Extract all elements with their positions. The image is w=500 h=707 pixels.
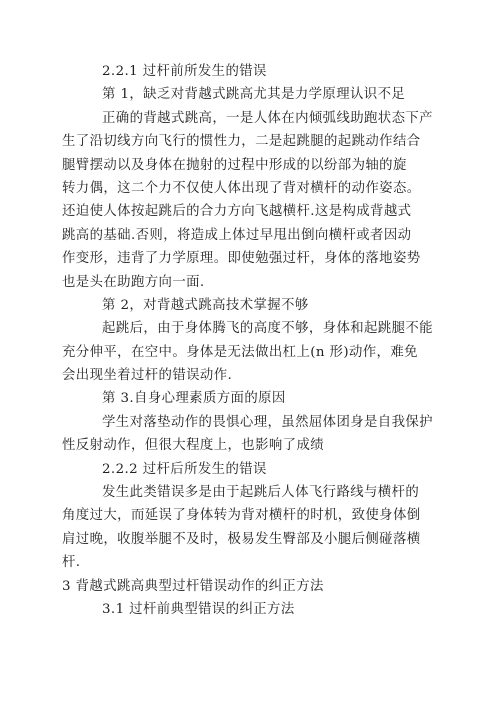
paragraph-line: 腿臂摆动以及身体在抛射的过程中形成的以纷部为轴的旋 xyxy=(62,157,407,173)
paragraph-line: 正确的背越式跳高，一是人体在内倾弧线助跑状态下产 xyxy=(102,110,433,126)
section-heading-2-2-2: 2.2.2 过杆后所发生的错误 xyxy=(102,461,267,477)
paragraph-line: 也是头在助跑方向一面. xyxy=(62,274,205,290)
paragraph-line: 会出现坐着过杆的错误动作. xyxy=(62,368,233,384)
paragraph-line: 起跳后，由于身体腾飞的高度不够，身体和起跳腿不能 xyxy=(102,321,433,337)
section-heading-3-1: 3.1 过杆前典型错误的纠正方法 xyxy=(102,601,295,617)
paragraph-line: 学生对落垫动作的畏惧心理，虽然屈体团身是自我保护 xyxy=(102,414,433,430)
point-heading-1: 第 1，缺乏对背越式跳高尤其是力学原理认识不足 xyxy=(102,87,406,103)
point-heading-3: 第 3.自身心理素质方面的原因 xyxy=(102,391,286,407)
document-page xyxy=(62,60,440,621)
paragraph-line: 充分伸平，在空中。身体是无法做出杠上(n 形)动作，难免 xyxy=(62,344,418,360)
paragraph-line: 生了沿切线方向飞行的惯性力，二是起跳腿的起跳动作结合 xyxy=(62,134,421,150)
point-heading-2: 第 2，对背越式跳高技术掌握不够 xyxy=(102,297,309,313)
paragraph-line: 发生此类错误多是由于起跳后人体飞行路线与横杆的 xyxy=(102,485,420,501)
paragraph-line: 转力偶，这二个力不仅使人体出现了背对横杆的动作姿态。 xyxy=(62,180,421,196)
section-heading-2-2-1: 2.2.1 过杆前所发生的错误 xyxy=(102,64,267,79)
paragraph-line: 角度过大，而延误了身体转为背对横杆的时机，致使身体倒 xyxy=(62,508,421,524)
paragraph-line: 作变形，违背了力学原理。即使勉强过杆，身体的落地姿势 xyxy=(62,251,421,267)
paragraph-line: 肩过晚，收腹举腿不及时，极易发生臀部及小腿后侧碰落横 xyxy=(62,531,421,547)
paragraph-line: 跳高的基础.否则，将造成上体过早甩出倒向横杆或者因动 xyxy=(62,227,412,243)
paragraph-line: 杆. xyxy=(62,555,81,571)
paragraph-line: 还迫使人体按起跳后的合力方向飞越横杆.这是构成背越式 xyxy=(62,204,412,220)
section-heading-3: 3 背越式跳高典型过杆错误动作的纠正方法 xyxy=(62,578,324,594)
paragraph-line: 性反射动作，但很大程度上，也影响了成绩 xyxy=(62,438,325,454)
